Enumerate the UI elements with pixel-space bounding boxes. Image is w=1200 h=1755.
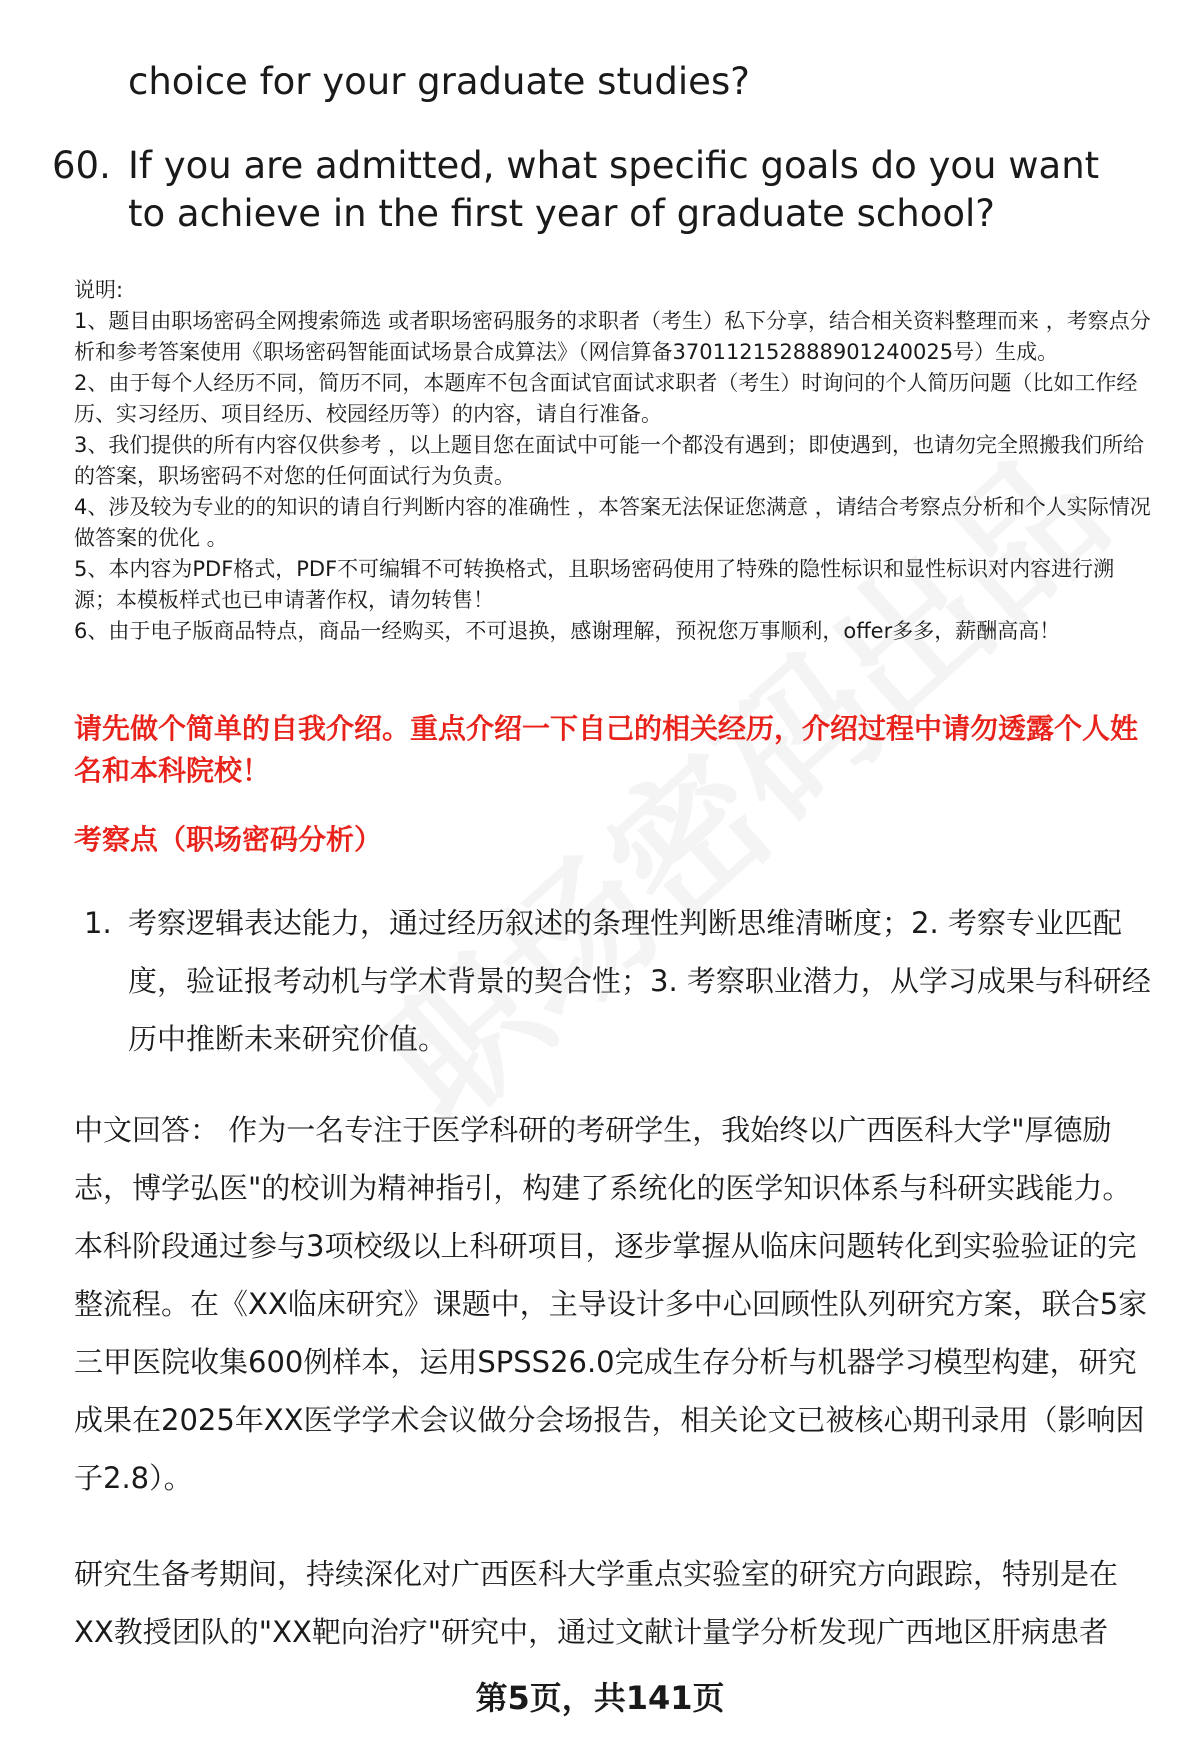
interview-question-heading: 请先做个简单的自我介绍。重点介绍一下自己的相关经历，介绍过程中请勿透露个人姓名和本科院校！	[74, 712, 1139, 787]
notes-heading: 说明:	[74, 278, 124, 302]
notes-item: 1、题目由职场密码全网搜索筛选 或者职场密码服务的求职者（考生）私下分享，结合相关资料整理而来 ，考察点分析和参考答案使用《职场密码智能面试场景合成算法》（网信算备370112152888901240025号）生成。	[74, 309, 1151, 364]
question-continuation: choice for your graduate studies?	[128, 60, 750, 103]
notes-item: 2、由于每个人经历不同，简历不同，本题库不包含面试官面试求职者（考生）时询问的个人简历问题（比如工作经历、实习经历、项目经历、校园经历等）的内容，请自行准备。	[74, 371, 1138, 426]
notes-item: 4、涉及较为专业的的知识的请自行判断内容的准确性 ，本答案无法保证您满意 ，请结合考察点分析和个人实际情况做答案的优化 。	[74, 495, 1151, 550]
analysis-heading: 考察点（职场密码分析）	[74, 823, 383, 856]
notes-item: 5、本内容为PDF格式，PDF不可编辑不可转换格式，且职场密码使用了特殊的隐性标识和显性标识对内容进行溯源；本模板样式也已申请著作权，请勿转售！	[74, 557, 1115, 612]
notes-item: 6、由于电子版商品特点，商品一经购买，不可退换，感谢理解，预祝您万事顺利，offer多多，薪酬高高！	[74, 619, 1061, 643]
analysis-point-number: 1.	[84, 906, 112, 940]
notes-block	[74, 275, 1154, 647]
page-footer: 第5页，共141页	[475, 1679, 725, 1717]
question-number: 60.	[52, 144, 111, 187]
answer-paragraph-continued: 研究生备考期间，持续深化对广西医科大学重点实验室的研究方向跟踪，特别是在XX教授团队的"XX靶向治疗"研究中，通过文献计量学分析发现广西地区肝病患者	[74, 1557, 1119, 1649]
notes-item: 3、我们提供的所有内容仅供参考 ，以上题目您在面试中可能一个都没有遇到；即使遇到，也请勿完全照搬我们所给的答案，职场密码不对您的任何面试行为负责。	[74, 433, 1145, 488]
analysis-point-text: 考察逻辑表达能力，通过经历叙述的条理性判断思维清晰度；2. 考察专业匹配度，验证报考动机与学术背景的契合性；3. 考察职业潜力，从学习成果与科研经历中推断未来研究价值。	[128, 906, 1151, 1056]
question-text: If you are admitted, what specific goals do you want to achieve in the first year of graduate school?	[128, 144, 1100, 235]
answer-paragraph: 中文回答： 作为一名专注于医学科研的考研学生，我始终以广西医科大学"厚德励志，博学弘医"的校训为精神指引，构建了系统化的医学知识体系与科研实践能力。本科阶段通过参与3项校级以上科研项目，逐步掌握从临床问题转化到实验验证的完整流程。在《XX临床研究》课题中，主导设计多中心回顾性队列研究方案，联合5家三甲医院收集600例样本，运用SPSS26.0完成生存分析与机器学习模型构建，研究成果在2025年XX医学学术会议做分会场报告，相关论文已被核心期刊录用（影响因子2.8）。	[74, 1113, 1148, 1495]
